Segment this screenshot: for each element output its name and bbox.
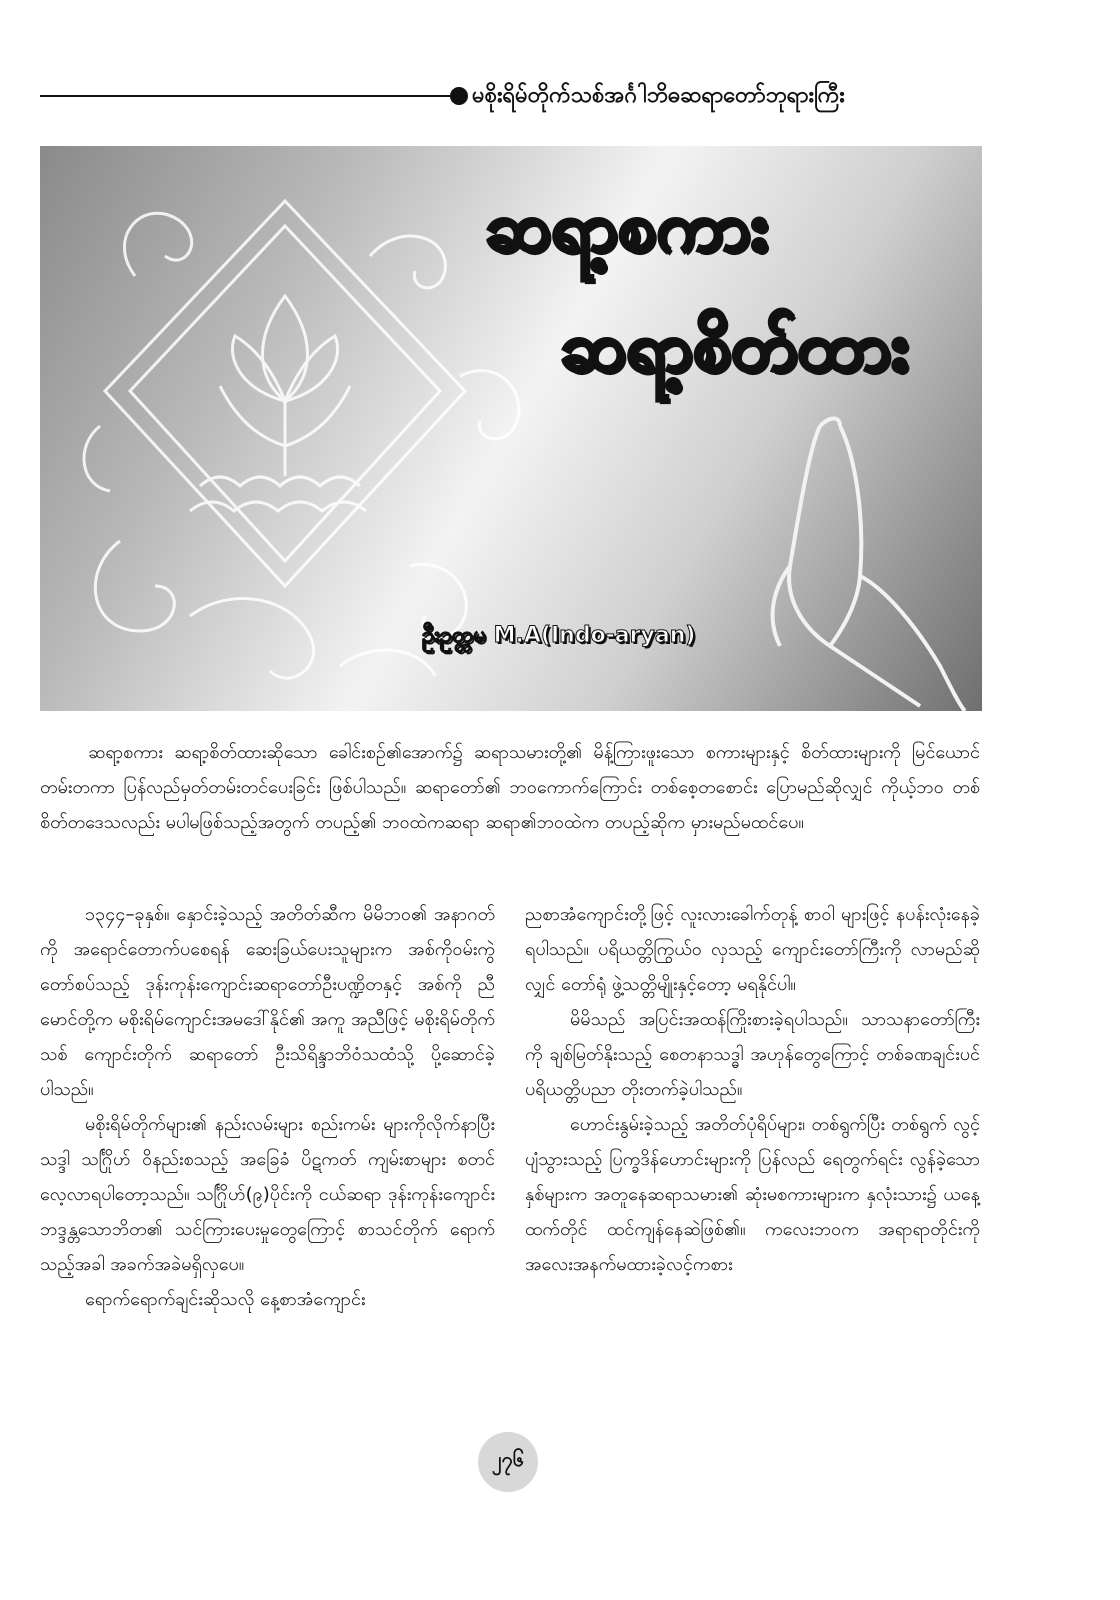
paragraph: ညစာအံကျောင်းတို့ဖြင့် လူးလားခေါက်တုန့် စာဝါ များဖြင့် နပန်းလုံးနေခဲ့ရပါသည်။ ပရိယတ္တိကြွယ်ဝ လှသည့် ကျောင်းတော်ကြီးကို လာမည်ဆိုလျှင် တော်ရုံ ဖွဲ့သတ္တိမျိုးနှင့်တော့ မရနိုင်ပါ။ [525,904,980,995]
header-rule [40,95,455,97]
paragraph: ရောက်ရောက်ချင်းဆိုသလို နေ့စာအံကျောင်း [85,1289,366,1310]
banner-title-line-2: ဆရာ့စိတ်ထား [560,308,909,387]
right-column [525,897,980,1282]
paragraph: မိမိသည် အပြင်းအထန်ကြိုးစားခဲ့ရပါသည်။ သာသနာတော်ကြီးကို ချစ်မြတ်နိုးသည့် စေတနာသဒ္ဓါ အဟုန်တွေကြောင့် တစ်ခဏချင်းပင် ပရိယတ္တိပညာ တိုးတက်ခဲ့ပါသည်။ [525,1009,980,1100]
header-title: မစိုးရိမ်တိုက်သစ်အင်္ဂါဘိဓဆရာတော်ဘုရားကြီး [472,83,845,108]
paragraph: ဟောင်းနွမ်းခဲ့သည့် အတိတ်ပုံရိပ်များ၊ တစ်ရွက်ပြီး တစ်ရွက် လွင့်ပျံသွားသည့် ပြက္ခဒိန်ဟောင်းများကို ပြန်လည် ရေတွက်ရင်း လွန်ခဲ့သောနှစ်များက အတူနေဆရာသမား၏ ဆုံးမစကားများက နှလုံးသား၌ ယနေ့ထက်တိုင် ထင်ကျန်နေဆဲဖြစ်၏။ ကလေးဘဝက အရာရာတိုင်းကို အလေးအနက်မထားခဲ့လင့်ကစား [525,1114,980,1275]
author-byline: ဦးဥတ္တမ M.A(Indo-aryan) [422,623,696,648]
banner-title-line-1: ဆရာ့စကား [485,188,768,267]
page-number: ၂၇၆ [491,1447,525,1471]
paragraph: မစိုးရိမ်တိုက်များ၏ နည်းလမ်းများ စည်းကမ်း များကိုလိုက်နာပြီး သဒ္ဒါ သင်္ဂြိုဟ် ဝိနည်းစသည့် အခြေခံ ပိဋကတ် ကျမ်းစာများ စတင်လေ့လာရပါတော့သည်။ သင်္ဂြိုဟ်(၉)ပိုင်းကို ငယ်ဆရာ ဒုန်းကုန်းကျောင်း ဘဒ္ဒန္တသောဘိတ၏ သင်ကြားပေးမှုတွေကြောင့် စာသင်တိုက် ရောက်သည့်အခါ အခက်အခဲမရှိလှပေ။ [40,1114,495,1275]
header-bullet-icon [450,87,468,105]
intro-paragraph: ဆရာ့စကား ဆရာ့စိတ်ထားဆိုသော ခေါင်းစဉ်၏အောက်၌ ဆရာသမားတို့၏ မိန့်ကြားဖူးသော စကားများနှင့် စိတ်ထားများကို မြင်ယောင်တမ်းတကာ ပြန်လည်မှတ်တမ်းတင်ပေးခြင်း ဖြစ်ပါသည်။ ဆရာတော်၏ ဘဝကောက်ကြောင်း တစ်စေ့တစောင်း ပြောမည်ဆိုလျှင် ကိုယ့်ဘဝ တစ်စိတ်တဒေသလည်း မပါမဖြစ်သည့်အတွက် တပည့်၏ ဘဝထဲကဆရာ ဆရာ၏ဘဝထဲက တပည့်ဆိုက မှားမည်မထင်ပေ။ [40,742,980,833]
left-column [40,897,495,1317]
title-banner [40,146,982,711]
paragraph: ၁၃၄၄–ခုနှစ်။ နှောင်းခဲ့သည့် အတိတ်ဆီက မိမိဘဝ၏ အနာဂတ်ကို အရောင်တောက်ပစေရန် ဆေးခြယ်ပေးသူများက အစ်ကိုဝမ်းကွဲတော်စပ်သည့် ဒုန်းကုန်းကျောင်းဆရာတော်ဦးပဏ္ဍိတနှင့် အစ်ကို ညီမောင်တို့က မစိုးရိမ်ကျောင်းအမဒေါ်နိုင်၏ အကူ အညီဖြင့် မစိုးရိမ်တိုက်သစ် ကျောင်းတိုက် ဆရာတော် ဦးသိရိန္ဒာဘိဝံသထံသို့ ပို့ဆောင်ခဲ့ပါသည်။ [40,904,495,1100]
